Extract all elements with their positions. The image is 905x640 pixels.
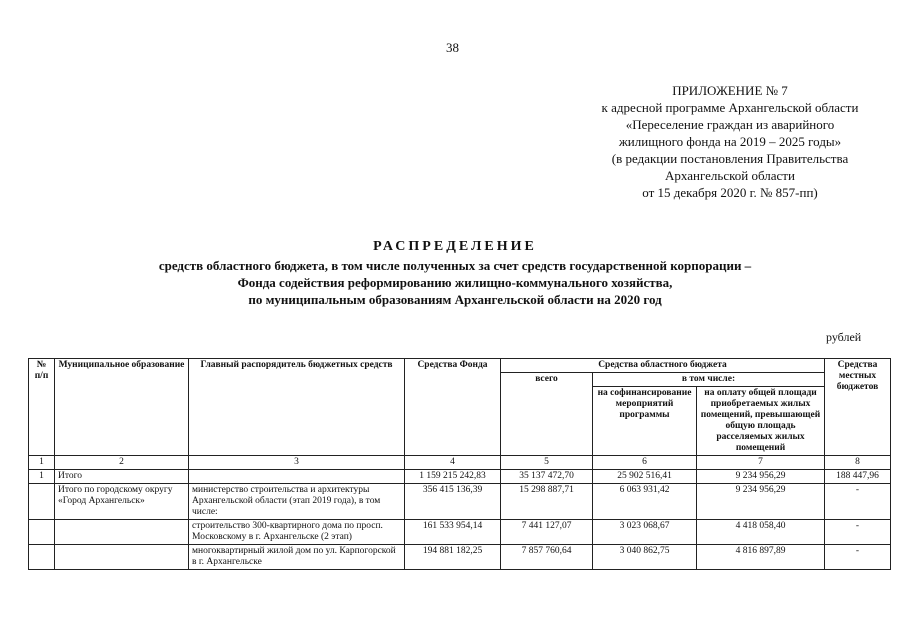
header-local: Средства местных бюджетов bbox=[825, 359, 891, 456]
column-number: 7 bbox=[697, 456, 825, 470]
cell-num bbox=[29, 484, 55, 520]
cell-local: - bbox=[825, 484, 891, 520]
cell-cofinancing: 6 063 931,42 bbox=[593, 484, 697, 520]
cell-municipality: Итого по городскому округу «Город Архангельск» bbox=[55, 484, 189, 520]
cell-municipality bbox=[55, 545, 189, 570]
column-number: 4 bbox=[405, 456, 501, 470]
table-row bbox=[29, 484, 891, 520]
table-row bbox=[29, 545, 891, 570]
heading-line: Фонда содействия реформированию жилищно-коммунального хозяйства, bbox=[237, 275, 673, 290]
appendix-line: Архангельской области bbox=[665, 168, 795, 183]
cell-num bbox=[29, 545, 55, 570]
appendix-line: к адресной программе Архангельской области bbox=[601, 100, 859, 115]
header-including: в том числе: bbox=[593, 373, 825, 387]
cell-local: 188 447,96 bbox=[825, 470, 891, 484]
appendix-line: «Переселение граждан из аварийного bbox=[625, 117, 835, 132]
column-number: 1 bbox=[29, 456, 55, 470]
document-title: РАСПРЕДЕЛЕНИЕ bbox=[373, 239, 537, 254]
cell-fund: 356 415 136,39 bbox=[405, 484, 501, 520]
column-number: 2 bbox=[55, 456, 189, 470]
table-row bbox=[29, 470, 891, 484]
cell-municipality bbox=[55, 520, 189, 545]
header-fund: Средства Фонда bbox=[405, 359, 501, 456]
cell-manager: строительство 300-квартирного дома по просп. Московскому в г. Архангельске (2 этап) bbox=[189, 520, 405, 545]
cell-num bbox=[29, 520, 55, 545]
distribution-table bbox=[28, 358, 891, 570]
cell-cofinancing: 25 902 516,41 bbox=[593, 470, 697, 484]
cell-cofinancing: 3 040 862,75 bbox=[593, 545, 697, 570]
cell-payment: 9 234 956,29 bbox=[697, 484, 825, 520]
page-number: 38 bbox=[446, 40, 459, 55]
header-regional: Средства областного бюджета bbox=[501, 359, 825, 373]
cell-num: 1 bbox=[29, 470, 55, 484]
header-payment: на оплату общей площади приобретаемых жилых помещений, превышающей общую площадь расселяемых жилых помещений bbox=[697, 387, 825, 456]
cell-local: - bbox=[825, 545, 891, 570]
header-municipality: Муниципальное образование bbox=[55, 359, 189, 456]
cell-total: 7 441 127,07 bbox=[501, 520, 593, 545]
column-number: 6 bbox=[593, 456, 697, 470]
column-number: 8 bbox=[825, 456, 891, 470]
cell-payment: 9 234 956,29 bbox=[697, 470, 825, 484]
cell-fund: 1 159 215 242,83 bbox=[405, 470, 501, 484]
table-row bbox=[29, 520, 891, 545]
document-heading bbox=[40, 238, 870, 308]
cell-cofinancing: 3 023 068,67 bbox=[593, 520, 697, 545]
cell-total: 15 298 887,71 bbox=[501, 484, 593, 520]
cell-manager: министерство строительства и архитектуры Архангельской области (этап 2019 года), в том числе: bbox=[189, 484, 405, 520]
cell-total: 35 137 472,70 bbox=[501, 470, 593, 484]
units-label: рублей bbox=[826, 330, 862, 344]
cell-total: 7 857 760,64 bbox=[501, 545, 593, 570]
cell-fund: 161 533 954,14 bbox=[405, 520, 501, 545]
header-cofinancing: на софинансирование мероприятий программы bbox=[593, 387, 697, 456]
header-total: всего bbox=[501, 373, 593, 456]
column-number: 5 bbox=[501, 456, 593, 470]
header-num: № п/п bbox=[29, 359, 55, 456]
cell-fund: 194 881 182,25 bbox=[405, 545, 501, 570]
cell-municipality: Итого bbox=[55, 470, 189, 484]
heading-line: средств областного бюджета, в том числе полученных за счет средств государственной корпорации – bbox=[158, 258, 752, 273]
appendix-line: жилищного фонда на 2019 – 2025 годы» bbox=[618, 134, 842, 149]
header-manager: Главный распорядитель бюджетных средств bbox=[189, 359, 405, 456]
cell-payment: 4 418 058,40 bbox=[697, 520, 825, 545]
cell-manager: многоквартирный жилой дом по ул. Карпогорской в г. Архангельске bbox=[189, 545, 405, 570]
column-number: 3 bbox=[189, 456, 405, 470]
appendix-block bbox=[560, 82, 900, 201]
appendix-line: (в редакции постановления Правительства bbox=[611, 151, 849, 166]
column-number-row bbox=[29, 456, 891, 470]
appendix-line: ПРИЛОЖЕНИЕ № 7 bbox=[672, 83, 788, 98]
heading-line: по муниципальным образованиям Архангельской области на 2020 год bbox=[248, 292, 662, 307]
cell-manager bbox=[189, 470, 405, 484]
cell-payment: 4 816 897,89 bbox=[697, 545, 825, 570]
cell-local: - bbox=[825, 520, 891, 545]
appendix-line: от 15 декабря 2020 г. № 857-пп) bbox=[642, 185, 818, 200]
